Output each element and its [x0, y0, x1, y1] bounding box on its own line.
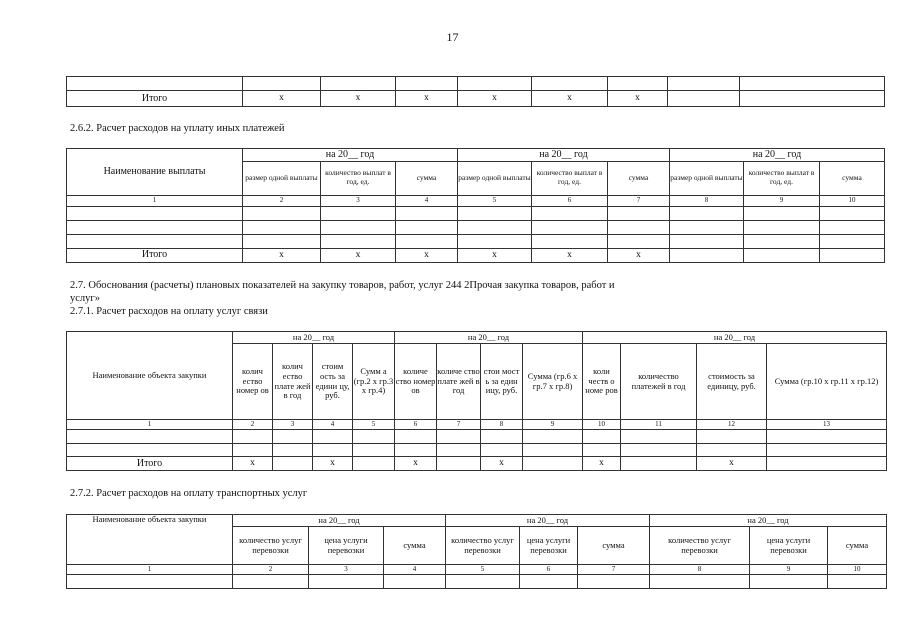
- year-header: на 20__ год: [670, 149, 885, 162]
- table-cell: [481, 444, 523, 457]
- total-row: [67, 248, 885, 262]
- table-cell: [273, 444, 313, 457]
- table-cell: [384, 575, 446, 589]
- table-cell: колич ество плате жей в год: [273, 344, 313, 420]
- table-cell: 8: [650, 565, 750, 575]
- table-cell: [621, 430, 697, 444]
- table-cell: [767, 457, 887, 471]
- table-cell: [67, 220, 243, 234]
- table-cell: 6: [520, 565, 578, 575]
- table-cell: [583, 430, 621, 444]
- table-cell: [233, 430, 273, 444]
- table-cell: [621, 444, 697, 457]
- table-cell: [532, 77, 608, 91]
- table-cell: [233, 575, 309, 589]
- table-cell: x: [396, 248, 458, 262]
- table-cell: количе ство плате жей в год: [437, 344, 481, 420]
- table-cell: 4: [396, 195, 458, 206]
- table-cell: 6: [395, 420, 437, 430]
- table-cell: [650, 575, 750, 589]
- table-cell: [396, 234, 458, 248]
- table-cell: Сумма (гр.6 х гр.7 х гр.8): [523, 344, 583, 420]
- table-cell: [396, 77, 458, 91]
- year-header: на 20__ год: [458, 149, 670, 162]
- table-cell: [697, 430, 767, 444]
- table-cell: [744, 206, 820, 220]
- column-numbers-row: [67, 420, 887, 430]
- table-cell: x: [458, 248, 532, 262]
- table-cell: 10: [583, 420, 621, 430]
- table-cell: x: [481, 457, 523, 471]
- table-cell: 7: [608, 195, 670, 206]
- table-cell: количе ство номер ов: [395, 344, 437, 420]
- table-cell: [437, 444, 481, 457]
- table-cell: количество платежей в год: [621, 344, 697, 420]
- table-cell: [523, 430, 583, 444]
- table-cell: [608, 206, 670, 220]
- table-cell: [578, 575, 650, 589]
- table-cell: [273, 457, 313, 471]
- table-cell: стоимость за единицу, руб.: [697, 344, 767, 420]
- year-header: на 20__ год: [233, 332, 395, 344]
- table-cell: [437, 457, 481, 471]
- other-payments-table: [66, 148, 885, 263]
- table-cell: [313, 444, 353, 457]
- table-cell: [697, 444, 767, 457]
- table-cell: [608, 234, 670, 248]
- column-numbers-row: [67, 195, 885, 206]
- table-cell: [523, 444, 583, 457]
- table-cell: [520, 575, 578, 589]
- year-header: на 20__ год: [395, 332, 583, 344]
- year-header: на 20__ год: [446, 515, 650, 527]
- table-cell: 5: [446, 565, 520, 575]
- table-cell: x: [243, 91, 321, 107]
- table-cell: x: [313, 457, 353, 471]
- top-table: [66, 76, 885, 107]
- table-cell: 13: [767, 420, 887, 430]
- table-cell: [744, 234, 820, 248]
- year-header: на 20__ год: [233, 515, 446, 527]
- table-cell: сумма: [608, 161, 670, 195]
- table-cell: размер одной выплаты: [243, 161, 321, 195]
- table-cell: 1: [67, 420, 233, 430]
- section-heading-27-line1: 2.7. Обоснования (расчеты) плановых показателей на закупку товаров, работ, услуг 244 2Прочая закупка товаров, работ и: [70, 280, 615, 291]
- table-cell: 7: [437, 420, 481, 430]
- table-cell: 10: [820, 195, 885, 206]
- table-cell: [353, 444, 395, 457]
- total-label: Итого: [67, 457, 233, 471]
- table-cell: количество выплат в год, ед.: [532, 161, 608, 195]
- table-cell: сумма: [820, 161, 885, 195]
- table-cell: [740, 91, 885, 107]
- table-cell: [458, 206, 532, 220]
- table-cell: цена услуги перевозки: [309, 527, 384, 565]
- table-row: [67, 206, 885, 220]
- section-heading-272: 2.7.2. Расчет расходов на оплату транспортных услуг: [70, 488, 308, 499]
- table-cell: [321, 220, 396, 234]
- table-cell: [313, 430, 353, 444]
- table-cell: [437, 430, 481, 444]
- table-cell: [670, 220, 744, 234]
- table-cell: [67, 575, 233, 589]
- table-row: [67, 77, 885, 91]
- table-cell: стои мост ь за един ицу, руб.: [481, 344, 523, 420]
- table-cell: [740, 77, 885, 91]
- table-cell: [820, 234, 885, 248]
- table-cell: x: [395, 457, 437, 471]
- table-cell: размер одной выплаты: [458, 161, 532, 195]
- table-cell: [458, 77, 532, 91]
- table-cell: Сумма (гр.10 х гр.11 х гр.12): [767, 344, 887, 420]
- table-row: [67, 444, 887, 457]
- table-row: [67, 234, 885, 248]
- table-cell: стоим ость за едини цу, руб.: [313, 344, 353, 420]
- table-cell: x: [583, 457, 621, 471]
- table-cell: [396, 220, 458, 234]
- table-cell: 2: [233, 565, 309, 575]
- name-header: Наименование объекта закупки: [67, 515, 233, 565]
- column-numbers-row: [67, 565, 887, 575]
- table-cell: [321, 77, 396, 91]
- table-cell: Сумм а (гр.2 х гр.3 х гр.4): [353, 344, 395, 420]
- table-cell: 1: [67, 195, 243, 206]
- table-cell: количество выплат в год, ед.: [321, 161, 396, 195]
- table-cell: [670, 248, 744, 262]
- table-cell: [668, 91, 740, 107]
- table-cell: [446, 575, 520, 589]
- table-cell: x: [608, 248, 670, 262]
- table-cell: [820, 220, 885, 234]
- table-cell: количество услуг перевозки: [650, 527, 750, 565]
- table-cell: x: [458, 91, 532, 107]
- table-cell: [243, 220, 321, 234]
- table-cell: [396, 206, 458, 220]
- table-cell: [243, 234, 321, 248]
- table-cell: [750, 575, 828, 589]
- table-cell: [273, 430, 313, 444]
- table-cell: 2: [233, 420, 273, 430]
- table-cell: [321, 206, 396, 220]
- table-cell: [820, 206, 885, 220]
- table-cell: 7: [578, 565, 650, 575]
- table-cell: 3: [273, 420, 313, 430]
- table-cell: цена услуги перевозки: [750, 527, 828, 565]
- section-heading-262: 2.6.2. Расчет расходов на уплату иных платежей: [70, 123, 285, 134]
- table-cell: 12: [697, 420, 767, 430]
- table-cell: количество услуг перевозки: [233, 527, 309, 565]
- table-row: [67, 220, 885, 234]
- name-header: Наименование объекта закупки: [67, 332, 233, 420]
- table-cell: [744, 248, 820, 262]
- table-cell: [458, 234, 532, 248]
- table-cell: [583, 444, 621, 457]
- table-cell: [233, 444, 273, 457]
- table-cell: количество услуг перевозки: [446, 527, 520, 565]
- table-cell: [532, 234, 608, 248]
- total-row: [67, 91, 885, 107]
- communication-services-table: [66, 331, 887, 471]
- table-cell: 8: [481, 420, 523, 430]
- total-row: [67, 457, 887, 471]
- table-row: [67, 430, 887, 444]
- table-cell: [828, 575, 887, 589]
- table-cell: 5: [458, 195, 532, 206]
- table-cell: [67, 77, 243, 91]
- table-cell: [395, 430, 437, 444]
- table-cell: [744, 220, 820, 234]
- year-header: на 20__ год: [650, 515, 887, 527]
- table-cell: сумма: [384, 527, 446, 565]
- year-header: на 20__ год: [243, 149, 458, 162]
- table-cell: x: [532, 91, 608, 107]
- table-cell: x: [532, 248, 608, 262]
- table-cell: [458, 220, 532, 234]
- table-cell: 6: [532, 195, 608, 206]
- table-cell: [309, 575, 384, 589]
- table-cell: 11: [621, 420, 697, 430]
- table-cell: [67, 430, 233, 444]
- table-cell: сумма: [828, 527, 887, 565]
- table-cell: [67, 234, 243, 248]
- table-cell: 4: [313, 420, 353, 430]
- table-row: [67, 575, 887, 589]
- name-header: Наименование выплаты: [67, 149, 243, 196]
- table-cell: [668, 77, 740, 91]
- table-cell: [243, 77, 321, 91]
- table-cell: цена услуги перевозки: [520, 527, 578, 565]
- table-cell: коли честв о номе ров: [583, 344, 621, 420]
- table-cell: размер одной выплаты: [670, 161, 744, 195]
- page-number: 17: [446, 30, 459, 44]
- table-cell: [621, 457, 697, 471]
- table-cell: [608, 77, 668, 91]
- table-cell: [243, 206, 321, 220]
- table-cell: x: [321, 248, 396, 262]
- table-cell: x: [243, 248, 321, 262]
- table-cell: [395, 444, 437, 457]
- table-cell: 2: [243, 195, 321, 206]
- table-cell: [670, 206, 744, 220]
- table-cell: [767, 430, 887, 444]
- table-cell: [532, 220, 608, 234]
- table-cell: x: [233, 457, 273, 471]
- table-cell: сумма: [396, 161, 458, 195]
- table-cell: 10: [828, 565, 887, 575]
- table-cell: 3: [321, 195, 396, 206]
- table-cell: [767, 444, 887, 457]
- section-heading-27-line2: услуг»: [70, 293, 100, 304]
- table-cell: 8: [670, 195, 744, 206]
- table-cell: [523, 457, 583, 471]
- table-cell: [481, 430, 523, 444]
- table-cell: количество выплат в год, ед.: [744, 161, 820, 195]
- table-cell: 4: [384, 565, 446, 575]
- table-cell: x: [697, 457, 767, 471]
- table-cell: [353, 457, 395, 471]
- table-cell: [820, 248, 885, 262]
- table-cell: x: [608, 91, 668, 107]
- table-cell: x: [396, 91, 458, 107]
- table-cell: [67, 444, 233, 457]
- table-cell: 3: [309, 565, 384, 575]
- table-cell: [321, 234, 396, 248]
- table-cell: [532, 206, 608, 220]
- table-cell: 5: [353, 420, 395, 430]
- total-label: Итого: [67, 248, 243, 262]
- table-cell: x: [321, 91, 396, 107]
- table-cell: 9: [523, 420, 583, 430]
- table-cell: [670, 234, 744, 248]
- table-cell: 1: [67, 565, 233, 575]
- table-cell: [353, 430, 395, 444]
- section-heading-271: 2.7.1. Расчет расходов на оплату услуг связи: [70, 306, 268, 317]
- table-cell: колич ество номер ов: [233, 344, 273, 420]
- table-cell: [608, 220, 670, 234]
- transport-services-table: [66, 514, 887, 589]
- year-header: на 20__ год: [583, 332, 887, 344]
- table-cell: [67, 206, 243, 220]
- table-cell: сумма: [578, 527, 650, 565]
- total-label: Итого: [67, 91, 243, 107]
- table-cell: 9: [750, 565, 828, 575]
- table-cell: 9: [744, 195, 820, 206]
